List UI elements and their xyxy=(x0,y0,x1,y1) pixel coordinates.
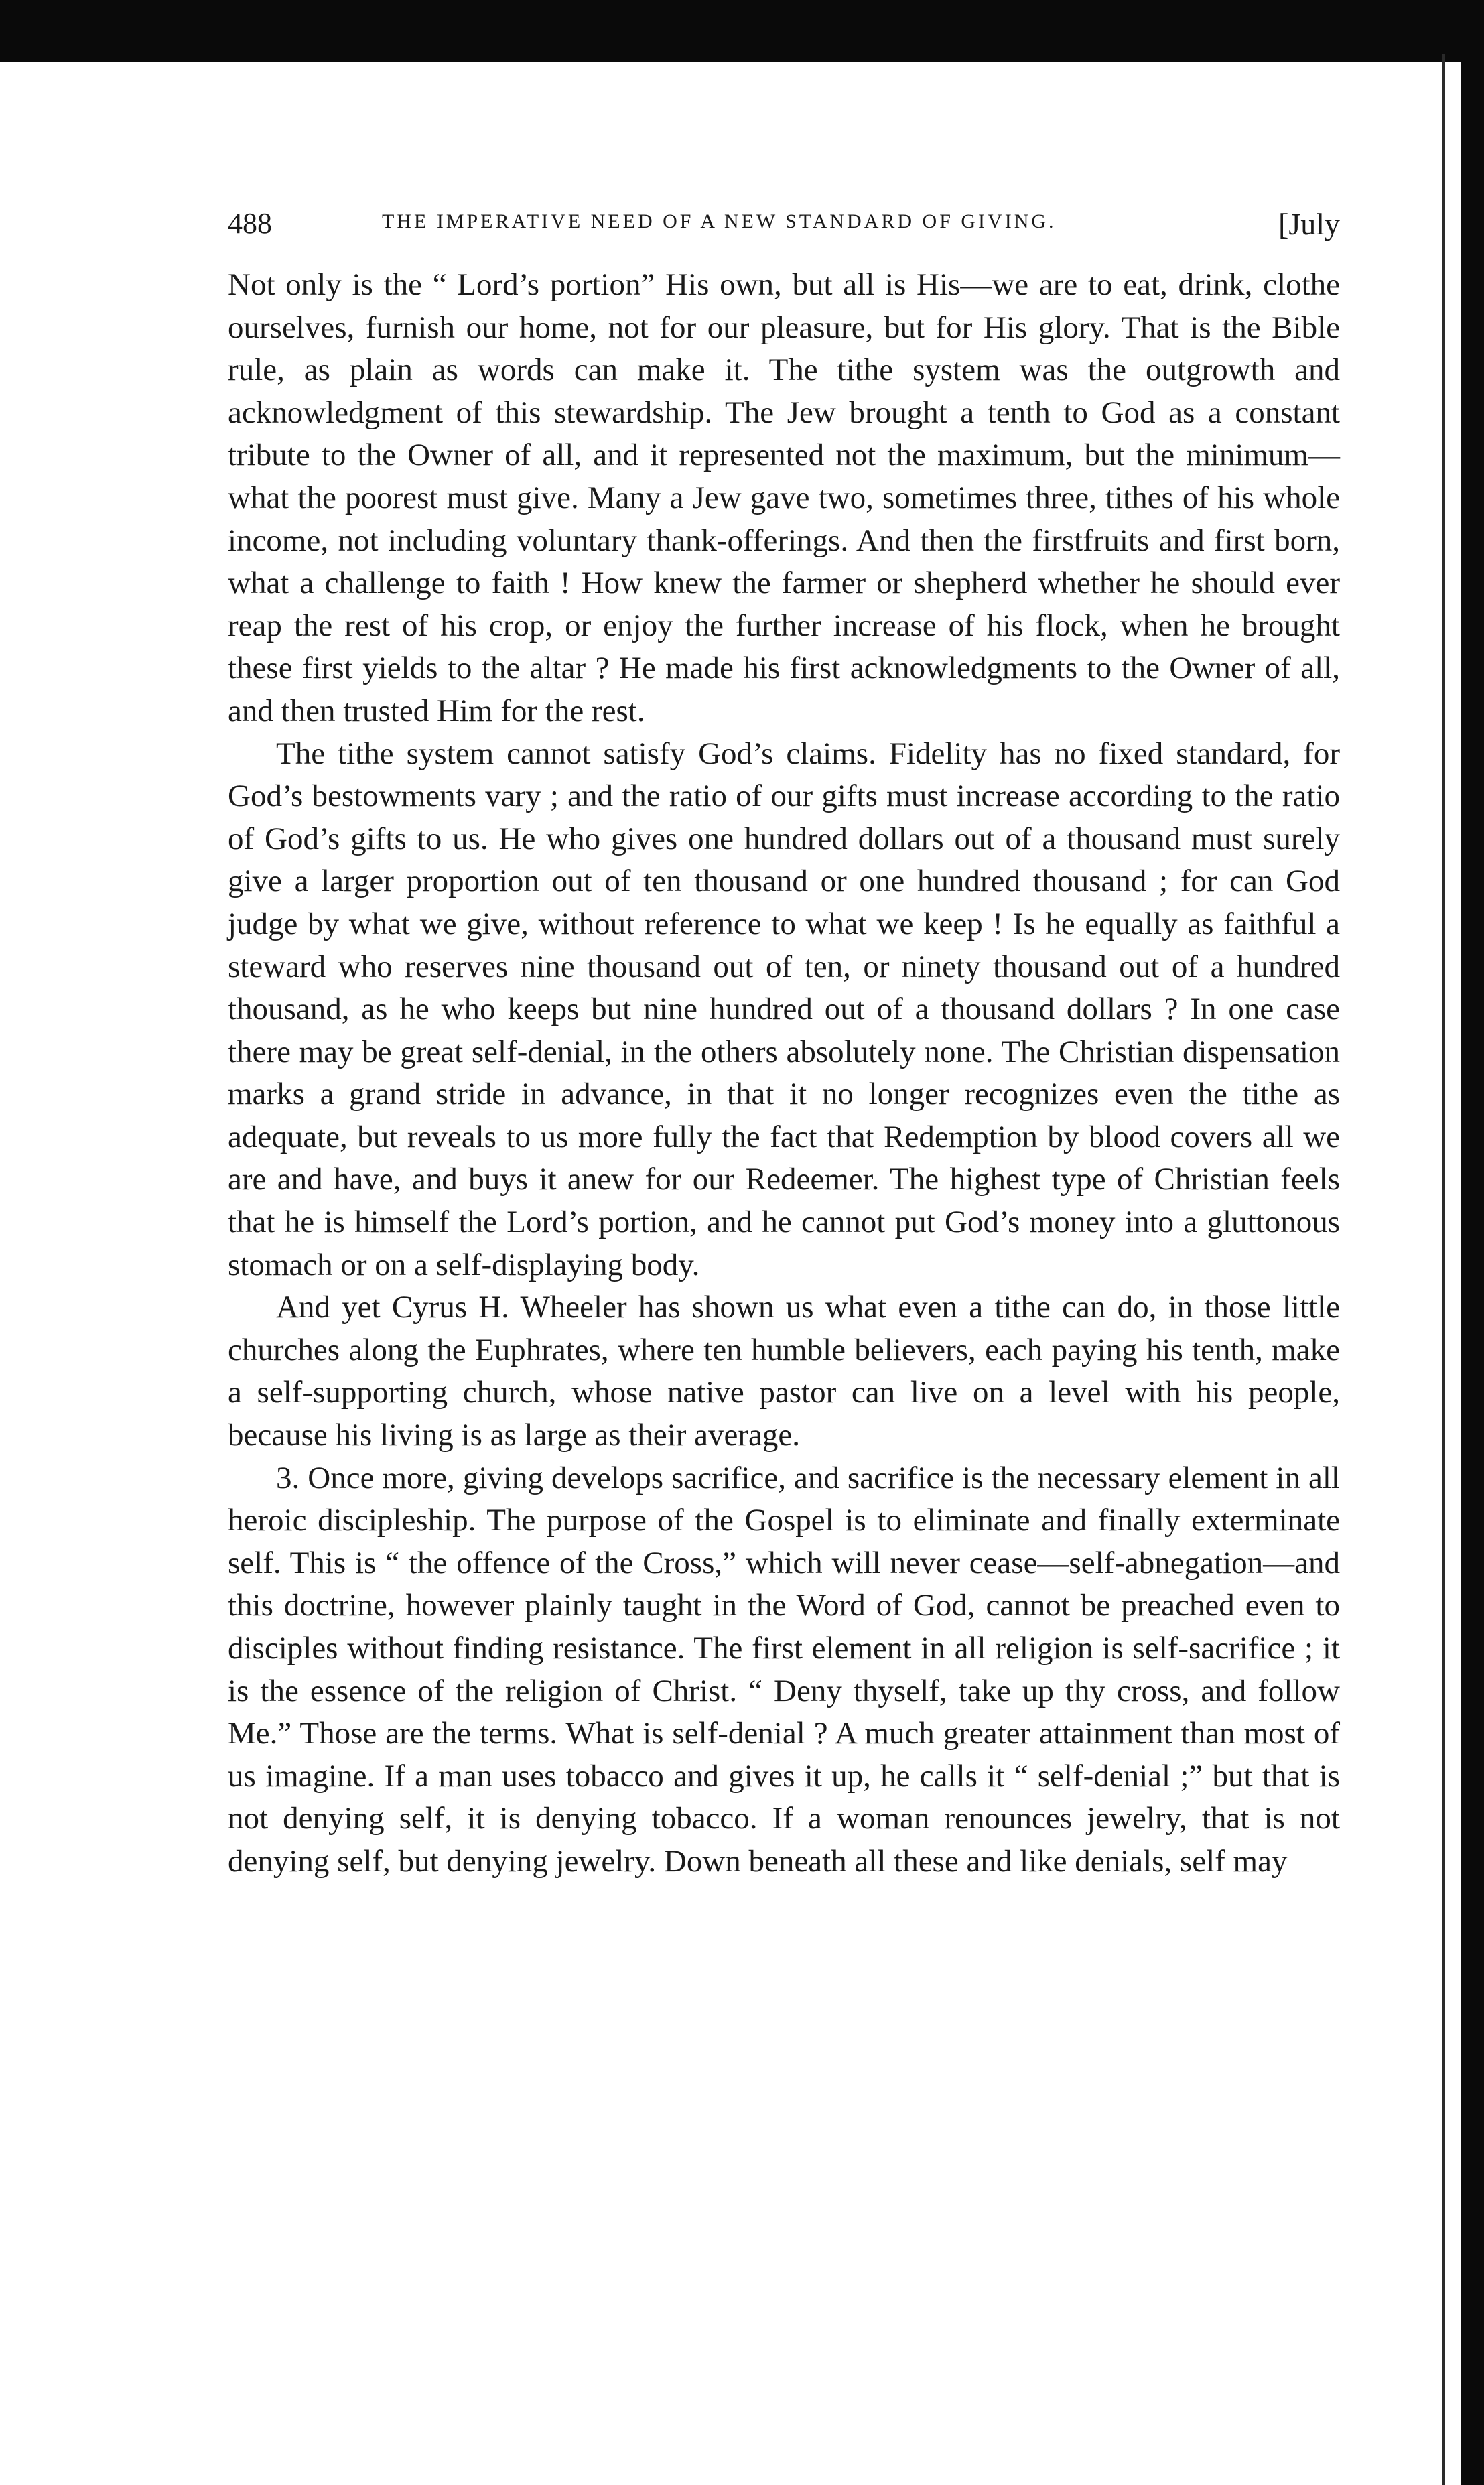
paragraph-4: 3. Once more, giving develops sacrifice, and sacrifice is the necessary element in all heroic discipleship. The purpose of the Gospel is to eliminate and finally exterminate self. This is “ the offence of the Cross,” which will never cease—self-abnegation—and this doctrine, however plainly taught in the Word of God, cannot be preached even to disciples without finding resistance. The first element in all religion is self-sacrifice ; it is the essence of the religion of Christ. “ Deny thyself, take up thy cross, and follow Me.” Those are the terms. What is self-denial ? A much greater attainment than most of us imagine. If a man uses tobacco and gives it up, he calls it “ self-denial ;” but that is not denying self, it is denying tobacco. If a woman renounces jewelry, that is not denying self, but denying jewelry. Down beneath all these and like denials, self may xyxy=(228,1460,1340,1879)
paragraph-2: The tithe system cannot satisfy God’s claims. Fidelity has no fixed standard, for God’s bestowments vary ; and the ratio of our gifts must increase according to the ratio of God’s gifts to us. He who gives one hundred dollars out of a thousand must surely give a larger proportion out of ten thousand or one hundred thousand ; for can God judge by what we give, without reference to what we keep ! Is he equally as faithful a steward who reserves nine thousand out of ten, or ninety thousand out of a hundred thousand, as he who keeps but nine hundred out of a thousand dollars ? In one case there may be great self-denial, in the others absolutely none. The Christian dispensation marks a grand stride in advance, in that it no longer recognizes even the tithe as adequate, but reveals to us more fully the fact that Redemption by blood covers all we are and have, and buys it anew for our Redeemer. The highest type of Christian feels that he is himself the Lord’s portion, and he cannot put God’s money into a gluttonous stomach or on a self-displaying body. xyxy=(228,736,1340,1282)
scan-border-right xyxy=(1461,40,1484,2485)
running-title: THE IMPERATIVE NEED OF A NEW STANDARD OF GIVING. xyxy=(382,210,1057,232)
page-number: 488 xyxy=(228,207,272,240)
scan-border-top xyxy=(0,0,1484,62)
issue-date: [July xyxy=(1278,207,1340,241)
scan-edge-line xyxy=(1442,54,1445,2485)
paragraph-1: Not only is the “ Lord’s portion” His own, but all is His—we are to eat, drink, clothe ourselves, furnish our home, not for our pleasure, but for His glory. That is the Bible rule, as plain as words can make it. The tithe system was the outgrowth and acknowledgment of this stewardship. The Jew brought a tenth to God as a constant tribute to the Owner of all, and it represented not the maximum, but the minimum—what the poorest must give. Many a Jew gave two, sometimes three, tithes of his whole income, not including voluntary thank-offerings. And then the firstfruits and first born, what a challenge to faith ! How knew the farmer or shepherd whether he should ever reap the rest of his crop, or enjoy the further increase of his flock, when he brought these first yields to the altar ? He made his first acknowledgments to the Owner of all, and then trusted Him for the rest. xyxy=(228,267,1340,728)
running-head xyxy=(228,201,1340,248)
article-body xyxy=(228,264,1340,1883)
book-page xyxy=(228,201,1340,1883)
paragraph-3: And yet Cyrus H. Wheeler has shown us what even a tithe can do, in those little churches along the Euphrates, where ten humble believers, each paying his tenth, make a self-supporting church, whose native pastor can live on a level with his people, because his living is as large as their average. xyxy=(228,1290,1340,1453)
